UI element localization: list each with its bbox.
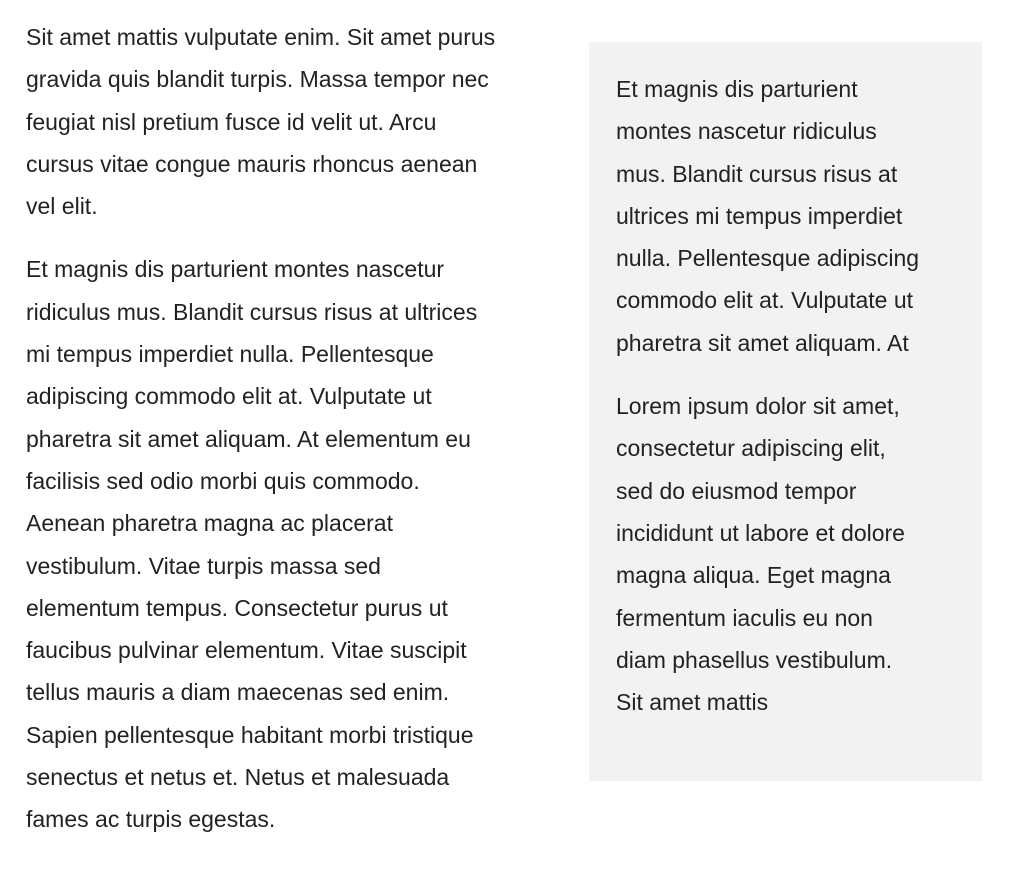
text-line: ridiculus mus. Blandit cursus risus at ultrices <box>26 298 478 325</box>
aside-paragraph-2 <box>616 385 982 723</box>
text-line: tellus mauris a diam maecenas sed enim. <box>26 679 450 706</box>
text-line: Et magnis dis parturient <box>616 76 858 102</box>
text-line: nulla. Pellentesque adipiscing <box>616 245 920 272</box>
text-line: Et magnis dis parturient montes nascetur <box>26 256 445 283</box>
text-line: Aenean pharetra magna ac placerat <box>26 510 393 537</box>
main-paragraph-2 <box>26 248 571 840</box>
text-line: magna aliqua. Eget magna <box>616 562 891 589</box>
text-line: consectetur adipiscing elit, <box>616 435 886 462</box>
text-line: adipiscing commodo elit at. Vulputate ut <box>26 383 432 410</box>
text-line: Sit amet mattis <box>616 689 769 716</box>
text-line: sed do eiusmod tempor <box>616 477 857 504</box>
text-line: elementum tempus. Consectetur purus ut <box>26 594 448 621</box>
text-line: montes nascetur ridiculus <box>616 118 877 145</box>
aside-paragraph-1 <box>616 68 982 364</box>
aside-box <box>589 42 982 781</box>
text-line: facilisis sed odio morbi quis commodo. <box>26 467 420 494</box>
main-column <box>26 16 571 862</box>
text-line: pharetra sit amet aliquam. At <box>616 329 909 356</box>
text-line: pharetra sit amet aliquam. At elementum eu <box>26 425 471 452</box>
text-line: fames ac turpis egestas. <box>26 806 276 833</box>
main-paragraph-1 <box>26 16 571 227</box>
text-line: ultrices mi tempus imperdiet <box>616 202 903 229</box>
text-line: fermentum iaculis eu non <box>616 604 873 631</box>
text-line: Lorem ipsum dolor sit amet, <box>616 393 900 420</box>
text-line: vestibulum. Vitae turpis massa sed <box>26 552 381 579</box>
text-line: commodo elit at. Vulputate ut <box>616 287 914 314</box>
text-line: vel elit. <box>26 193 98 220</box>
text-line: diam phasellus vestibulum. <box>616 646 893 673</box>
text-line: mus. Blandit cursus risus at <box>616 160 898 187</box>
text-line: mi tempus imperdiet nulla. Pellentesque <box>26 341 434 368</box>
text-line: cursus vitae congue mauris rhoncus aenean <box>26 150 478 177</box>
text-line: senectus et netus et. Netus et malesuada <box>26 764 450 791</box>
text-line: feugiat nisl pretium fusce id velit ut. Arcu <box>26 108 437 135</box>
text-line: Sit amet mattis vulputate enim. Sit amet purus <box>26 24 496 50</box>
text-line: gravida quis blandit turpis. Massa tempor nec <box>26 66 489 93</box>
text-line: faucibus pulvinar elementum. Vitae suscipit <box>26 637 467 664</box>
text-line: incididunt ut labore et dolore <box>616 519 905 546</box>
text-line: Sapien pellentesque habitant morbi tristique <box>26 721 474 748</box>
